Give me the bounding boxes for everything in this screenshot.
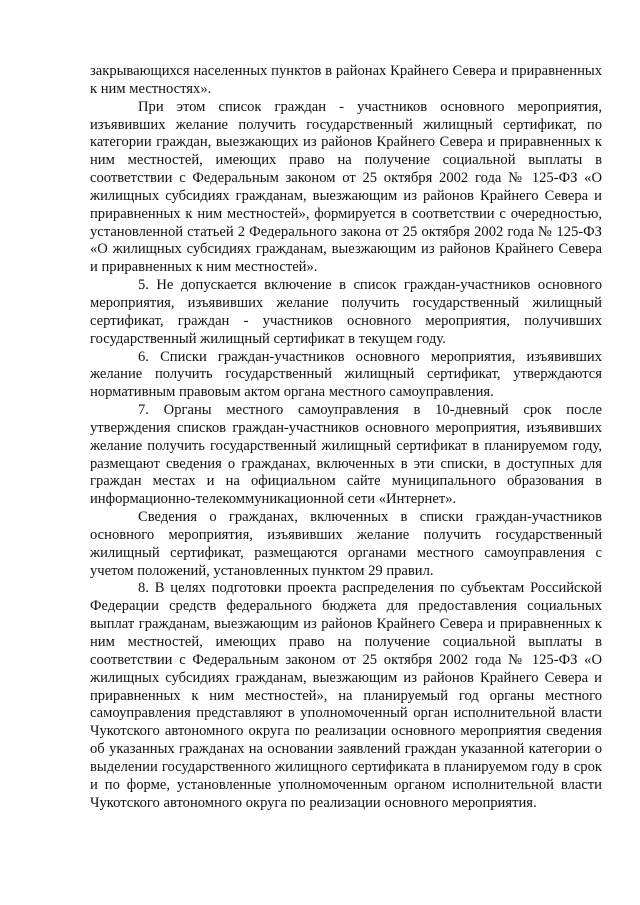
- document-body: [90, 63, 602, 812]
- paragraph-citizens-list: При этом список граждан - участников основного мероприятия, изъявивших желание получить государственный жилищный сертификат, по категории граждан, выезжающих из районов Крайнего Севера и приравненных к ним местностей, имеющих право на получение социальной выплаты в соответствии с Федеральным законом от 25 октября 2002 года № 125-ФЗ «О жилищных субсидиях гражданам, выезжающим из районов Крайнего Севера и приравненных к ним местностей», формируется в соответствии с очередностью, установленной статьей 2 Федерального закона от 25 октября 2002 года № 125-ФЗ «О жилищных субсидиях гражданам, выезжающим из районов Крайнего Севера и приравненных к ним местностей».: [90, 98, 602, 276]
- paragraph-item-5: 5. Не допускается включение в список граждан-участников основного мероприятия, изъявивших желание получить государственный жилищный сертификат, граждан - участников основного мероприятия, получивших государственный жилищный сертификат в текущем году.: [90, 277, 602, 347]
- paragraph-item-8: 8. В целях подготовки проекта распределения по субъектам Российской Федерации средств федерального бюджета для предоставления социальных выплат гражданам, выезжающим из районов Крайнего Севера и приравненных к ним местностей, имеющих право на получение социальной выплаты в соответствии с Федеральным законом от 25 октября 2002 года № 125-ФЗ «О жилищных субсидиях гражданам, выезжающим из районов Крайнего Севера и приравненных к ним местностей», на планируемый год органы местного самоуправления представляют в уполномоченный орган исполнительной власти Чукотского автономного округа по реализации основного мероприятия сведения об указанных гражданах на основании заявлений граждан указанной категории о выделении государственного жилищного сертификата в планируемом году в срок и по форме, установленные уполномоченным органом исполнительной власти Чукотского автономного округа по реализации основного мероприятия.: [90, 580, 602, 811]
- paragraph-item-7: 7. Органы местного самоуправления в 10-дневный срок после утверждения списков граждан-участников основного мероприятия, изъявивших желание получить государственный жилищный сертификат в планируемом году, размещают сведения о гражданах, включенных в эти списки, в доступных для граждан местах и на официальном сайте муниципального образования в информационно-телекоммуникационной сети «Интернет».: [90, 402, 602, 508]
- paragraph-continuation: закрывающихся населенных пунктов в районах Крайнего Севера и приравненных к ним местностях».: [90, 63, 602, 97]
- paragraph-item-6: 6. Списки граждан-участников основного мероприятия, изъявивших желание получить государственный жилищный сертификат, утверждаются нормативным правовым актом органа местного самоуправления.: [90, 348, 602, 401]
- paragraph-citizens-info: Сведения о гражданах, включенных в списки граждан-участников основного мероприятия, изъявивших желание получить государственный жилищный сертификат, размещаются органами местного самоуправления с учетом положений, установленных пунктом 29 правил.: [90, 509, 602, 579]
